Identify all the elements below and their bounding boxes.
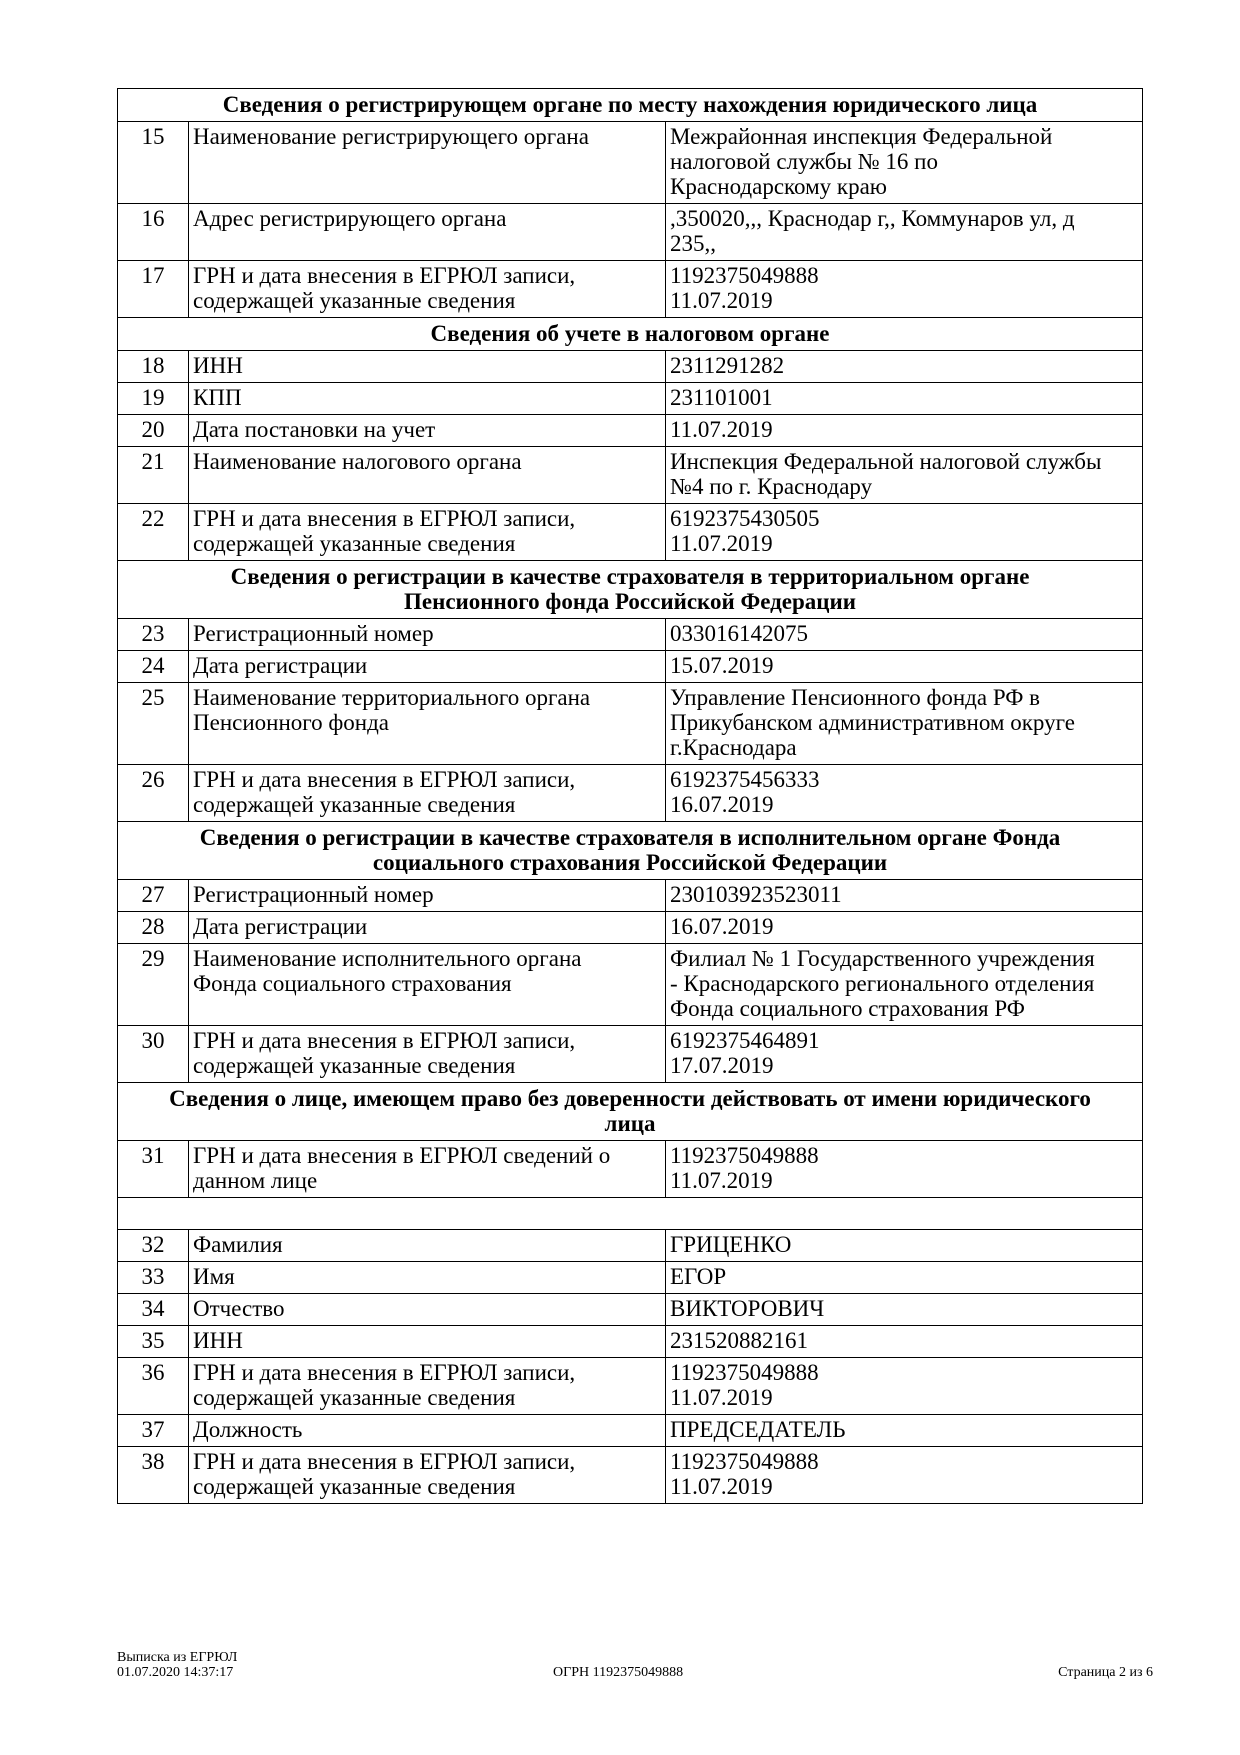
- table-row: [118, 1141, 1143, 1198]
- table-row: [118, 504, 1143, 561]
- text-line: Филиал № 1 Государственного учреждения: [670, 946, 1095, 971]
- text-line: содержащей указанные сведения: [193, 288, 516, 313]
- row-number: 35: [118, 1326, 189, 1358]
- text-line: содержащей указанные сведения: [193, 792, 516, 817]
- field-value: [666, 1358, 1143, 1415]
- row-number: 23: [118, 619, 189, 651]
- row-number: 21: [118, 447, 189, 504]
- text-line: КПП: [193, 385, 242, 410]
- table-row: [118, 383, 1143, 415]
- text-line: содержащей указанные сведения: [193, 531, 516, 556]
- text-line: Наименование налогового органа: [193, 449, 522, 474]
- row-number: 30: [118, 1026, 189, 1083]
- text-line: Дата регистрации: [193, 653, 368, 678]
- table-row: [118, 651, 1143, 683]
- text-line: Регистрационный номер: [193, 882, 434, 907]
- section-header-row: [118, 318, 1143, 351]
- table-row: [118, 261, 1143, 318]
- table-row: [118, 1415, 1143, 1447]
- section-title: Сведения об учете в налоговом органе: [118, 318, 1143, 351]
- text-line: Сведения о регистрации в качестве страхователя в исполнительном органе Фонда: [199, 825, 1061, 850]
- section-title: Сведения о регистрирующем органе по месту нахождения юридического лица: [118, 89, 1143, 122]
- text-line: Управление Пенсионного фонда РФ в: [670, 685, 1041, 710]
- field-label: [189, 1447, 666, 1504]
- row-number: 34: [118, 1294, 189, 1326]
- row-number: 17: [118, 261, 189, 318]
- field-value: [666, 504, 1143, 561]
- text-line: Пенсионного фонда: [193, 710, 389, 735]
- section-header-row: [118, 1083, 1143, 1141]
- row-number: 31: [118, 1141, 189, 1198]
- field-value: [666, 351, 1143, 383]
- text-line: лица: [604, 1111, 656, 1136]
- text-line: 1192375049888: [670, 1360, 819, 1385]
- section-title: [118, 822, 1143, 880]
- text-line: - Краснодарского регионального отделения: [670, 971, 1095, 996]
- text-line: Наименование регистрирующего органа: [193, 124, 589, 149]
- text-line: содержащей указанные сведения: [193, 1385, 516, 1410]
- table-row: [118, 1358, 1143, 1415]
- section-header-row: [118, 822, 1143, 880]
- field-label: [189, 204, 666, 261]
- field-label: [189, 415, 666, 447]
- field-value: [666, 1230, 1143, 1262]
- table-row: [118, 447, 1143, 504]
- field-label: [189, 1326, 666, 1358]
- text-line: 231520882161: [670, 1328, 808, 1353]
- text-line: 11.07.2019: [670, 1168, 773, 1193]
- text-line: 1192375049888: [670, 1143, 819, 1168]
- text-line: 16.07.2019: [670, 792, 774, 817]
- text-line: 11.07.2019: [670, 531, 773, 556]
- field-label: [189, 261, 666, 318]
- text-line: Дата постановки на учет: [193, 417, 436, 442]
- text-line: 2311291282: [670, 353, 785, 378]
- blank-cell: [118, 1198, 1143, 1230]
- text-line: Краснодарскому краю: [670, 174, 887, 199]
- text-line: ГРН и дата внесения в ЕГРЮЛ записи,: [193, 767, 576, 792]
- text-line: Сведения о лице, имеющем право без доверенности действовать от имени юридического: [169, 1086, 1091, 1111]
- field-value: [666, 1262, 1143, 1294]
- field-label: [189, 619, 666, 651]
- field-value: [666, 1415, 1143, 1447]
- text-line: Наименование территориального органа: [193, 685, 591, 710]
- text-line: ГРН и дата внесения в ЕГРЮЛ записи,: [193, 1360, 576, 1385]
- text-line: 16.07.2019: [670, 914, 774, 939]
- text-line: 033016142075: [670, 621, 808, 646]
- text-line: содержащей указанные сведения: [193, 1053, 516, 1078]
- text-line: ГРН и дата внесения в ЕГРЮЛ записи,: [193, 1449, 576, 1474]
- text-line: 11.07.2019: [670, 288, 773, 313]
- field-label: [189, 683, 666, 765]
- section-header-row: [118, 561, 1143, 619]
- text-line: Фонда социального страхования РФ: [670, 996, 1025, 1021]
- table-row: [118, 1294, 1143, 1326]
- footer-page-number: Страница 2 из 6: [1058, 1665, 1153, 1680]
- field-label: [189, 1230, 666, 1262]
- field-value: [666, 1141, 1143, 1198]
- table-row: [118, 765, 1143, 822]
- table-row: [118, 1026, 1143, 1083]
- table-row: [118, 912, 1143, 944]
- table-row: [118, 619, 1143, 651]
- field-value: [666, 1294, 1143, 1326]
- table-row: [118, 1326, 1143, 1358]
- text-line: 11.07.2019: [670, 1474, 773, 1499]
- field-label: [189, 651, 666, 683]
- row-number: 36: [118, 1358, 189, 1415]
- field-label: [189, 1415, 666, 1447]
- footer-document-title: Выписка из ЕГРЮЛ: [117, 1650, 238, 1665]
- text-line: ГРН и дата внесения в ЕГРЮЛ записи,: [193, 263, 576, 288]
- text-line: ИНН: [193, 353, 243, 378]
- field-label: [189, 912, 666, 944]
- text-line: 6192375456333: [670, 767, 820, 792]
- text-line: налоговой службы № 16 по: [670, 149, 938, 174]
- table-row: [118, 880, 1143, 912]
- table-row: [118, 1262, 1143, 1294]
- text-line: ГРН и дата внесения в ЕГРЮЛ записи,: [193, 506, 576, 531]
- blank-row: [118, 1198, 1143, 1230]
- section-title: [118, 561, 1143, 619]
- field-label: [189, 122, 666, 204]
- row-number: 27: [118, 880, 189, 912]
- field-value: [666, 261, 1143, 318]
- text-line: Фонда социального страхования: [193, 971, 512, 996]
- field-label: [189, 1026, 666, 1083]
- row-number: 22: [118, 504, 189, 561]
- table-row: [118, 1447, 1143, 1504]
- section-title: [118, 1083, 1143, 1141]
- field-value: [666, 1326, 1143, 1358]
- field-label: [189, 504, 666, 561]
- field-label: [189, 447, 666, 504]
- field-label: [189, 944, 666, 1026]
- text-line: Имя: [193, 1264, 235, 1289]
- field-value: [666, 122, 1143, 204]
- table-row: [118, 415, 1143, 447]
- table-row: [118, 1230, 1143, 1262]
- table-row: [118, 944, 1143, 1026]
- field-value: [666, 447, 1143, 504]
- text-line: ГРН и дата внесения в ЕГРЮЛ записи,: [193, 1028, 576, 1053]
- text-line: 11.07.2019: [670, 417, 773, 442]
- text-line: содержащей указанные сведения: [193, 1474, 516, 1499]
- field-value: [666, 619, 1143, 651]
- row-number: 16: [118, 204, 189, 261]
- text-line: 231101001: [670, 385, 773, 410]
- field-label: [189, 1262, 666, 1294]
- text-line: ,350020,,, Краснодар г,, Коммунаров ул, д: [670, 206, 1075, 231]
- text-line: 6192375464891: [670, 1028, 820, 1053]
- text-line: Наименование исполнительного органа: [193, 946, 582, 971]
- row-number: 18: [118, 351, 189, 383]
- text-line: Прикубанском административном округе: [670, 710, 1075, 735]
- field-label: [189, 383, 666, 415]
- text-line: ВИКТОРОВИЧ: [670, 1296, 825, 1321]
- egrul-extract-table: [117, 88, 1143, 1504]
- footer-ogrn: ОГРН 1192375049888: [553, 1665, 684, 1680]
- table-row: [118, 122, 1143, 204]
- field-label: [189, 1294, 666, 1326]
- section-header-row: [118, 89, 1143, 122]
- table-row: [118, 351, 1143, 383]
- text-line: социального страхования Российской Федерации: [372, 850, 888, 875]
- table-row: [118, 683, 1143, 765]
- text-line: Инспекция Федеральной налоговой службы: [670, 449, 1102, 474]
- field-label: [189, 351, 666, 383]
- row-number: 20: [118, 415, 189, 447]
- row-number: 24: [118, 651, 189, 683]
- text-line: 235,,: [670, 231, 716, 256]
- text-line: ЕГОР: [670, 1264, 727, 1289]
- text-line: 1192375049888: [670, 263, 819, 288]
- field-value: [666, 651, 1143, 683]
- text-line: 15.07.2019: [670, 653, 774, 678]
- field-label: [189, 1358, 666, 1415]
- text-line: 11.07.2019: [670, 1385, 773, 1410]
- row-number: 38: [118, 1447, 189, 1504]
- field-value: [666, 765, 1143, 822]
- text-line: Должность: [193, 1417, 303, 1442]
- field-value: [666, 1026, 1143, 1083]
- row-number: 32: [118, 1230, 189, 1262]
- table-row: [118, 204, 1143, 261]
- text-line: г.Краснодара: [670, 735, 797, 760]
- text-line: 230103923523011: [670, 882, 842, 907]
- field-label: [189, 765, 666, 822]
- field-value: [666, 415, 1143, 447]
- field-value: [666, 1447, 1143, 1504]
- text-line: ГРИЦЕНКО: [670, 1232, 792, 1257]
- text-line: ПРЕДСЕДАТЕЛЬ: [670, 1417, 846, 1442]
- field-value: [666, 383, 1143, 415]
- row-number: 37: [118, 1415, 189, 1447]
- row-number: 29: [118, 944, 189, 1026]
- footer-timestamp: 01.07.2020 14:37:17: [117, 1665, 234, 1680]
- text-line: Дата регистрации: [193, 914, 368, 939]
- field-label: [189, 880, 666, 912]
- row-number: 15: [118, 122, 189, 204]
- field-label: [189, 1141, 666, 1198]
- text-line: 17.07.2019: [670, 1053, 774, 1078]
- text-line: Межрайонная инспекция Федеральной: [670, 124, 1053, 149]
- field-value: [666, 204, 1143, 261]
- text-line: Пенсионного фонда Российской Федерации: [403, 589, 857, 614]
- text-line: Отчество: [193, 1296, 285, 1321]
- field-value: [666, 912, 1143, 944]
- row-number: 19: [118, 383, 189, 415]
- text-line: Сведения о регистрации в качестве страхователя в территориальном органе: [230, 564, 1030, 589]
- footer-document-info: [117, 1650, 237, 1680]
- text-line: Адрес регистрирующего органа: [193, 206, 507, 231]
- field-value: [666, 880, 1143, 912]
- text-line: ГРН и дата внесения в ЕГРЮЛ сведений о: [193, 1143, 611, 1168]
- field-value: [666, 944, 1143, 1026]
- text-line: данном лице: [193, 1168, 318, 1193]
- text-line: 6192375430505: [670, 506, 820, 531]
- field-value: [666, 683, 1143, 765]
- text-line: №4 по г. Краснодару: [670, 474, 873, 499]
- text-line: ИНН: [193, 1328, 243, 1353]
- row-number: 26: [118, 765, 189, 822]
- row-number: 28: [118, 912, 189, 944]
- row-number: 25: [118, 683, 189, 765]
- text-line: 1192375049888: [670, 1449, 819, 1474]
- row-number: 33: [118, 1262, 189, 1294]
- text-line: Регистрационный номер: [193, 621, 434, 646]
- text-line: Фамилия: [193, 1232, 283, 1257]
